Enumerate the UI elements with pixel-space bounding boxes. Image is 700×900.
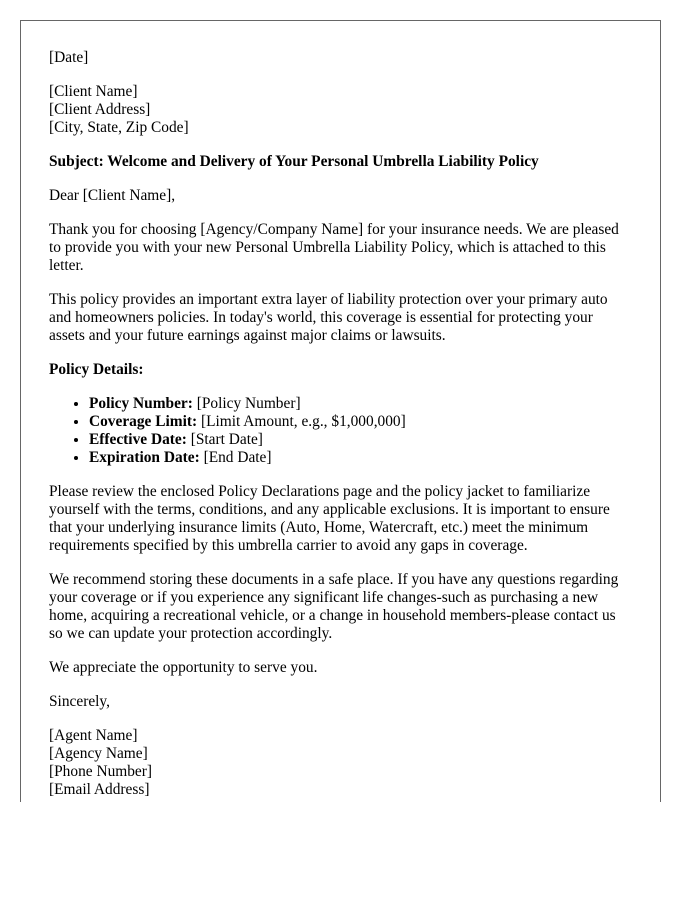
detail-value: [Policy Number] xyxy=(192,395,301,412)
review-paragraph: Please review the enclosed Policy Declarations page and the policy jacket to familiarize yourself with the terms, conditions, and any applicable exclusions. It is important to ensure that your underlying insurance limits (Auto, Home, Watercraft, etc.) meet the minimum requirements specified by this umbrella carrier to avoid any gaps in coverage. xyxy=(49,483,610,554)
date-line: [Date] xyxy=(49,49,89,66)
subject-line: Subject: Welcome and Delivery of Your Personal Umbrella Liability Policy xyxy=(49,153,539,170)
coverage-paragraph: This policy provides an important extra layer of liability protection over your primary auto and homeowners policies. In today's world, this coverage is essential for protecting your assets and your future earnings against major claims or lawsuits. xyxy=(49,291,608,344)
intro-paragraph: Thank you for choosing [Agency/Company Name] for your insurance needs. We are pleased to provide you with your new Personal Umbrella Liability Policy, which is attached to this letter. xyxy=(49,221,619,274)
list-item xyxy=(89,449,632,467)
detail-value: [Limit Amount, e.g., $1,000,000] xyxy=(197,413,406,430)
list-item xyxy=(89,431,632,449)
detail-value: [End Date] xyxy=(199,449,272,466)
phone-number: [Phone Number] xyxy=(49,763,153,780)
agency-name: [Agency Name] xyxy=(49,745,148,762)
recommendation-paragraph: We recommend storing these documents in a safe place. If you have any questions regarding your coverage or if you experience any significant life changes-such as purchasing a new home, acquiring a recreational vehicle, or a change in household members-please contact us so we can update your protection accordingly. xyxy=(49,571,619,642)
appreciation-paragraph: We appreciate the opportunity to serve you. xyxy=(49,659,318,676)
list-item xyxy=(89,413,632,431)
closing: Sincerely, xyxy=(49,693,110,710)
client-address-block xyxy=(49,83,632,137)
email-address: [Email Address] xyxy=(49,781,150,798)
list-item xyxy=(89,395,632,413)
client-address: [Client Address] xyxy=(49,101,151,118)
signature-block xyxy=(49,727,632,799)
client-name: [Client Name] xyxy=(49,83,138,100)
detail-label: Expiration Date: xyxy=(89,449,200,466)
policy-details-list xyxy=(49,395,632,467)
detail-label: Policy Number: xyxy=(89,395,193,412)
agent-name: [Agent Name] xyxy=(49,727,138,744)
salutation: Dear [Client Name], xyxy=(49,187,176,204)
detail-label: Coverage Limit: xyxy=(89,413,198,430)
letter-page xyxy=(20,20,661,802)
detail-label: Effective Date: xyxy=(89,431,187,448)
policy-details-heading: Policy Details: xyxy=(49,361,144,378)
detail-value: [Start Date] xyxy=(186,431,263,448)
client-city-state-zip: [City, State, Zip Code] xyxy=(49,119,189,136)
